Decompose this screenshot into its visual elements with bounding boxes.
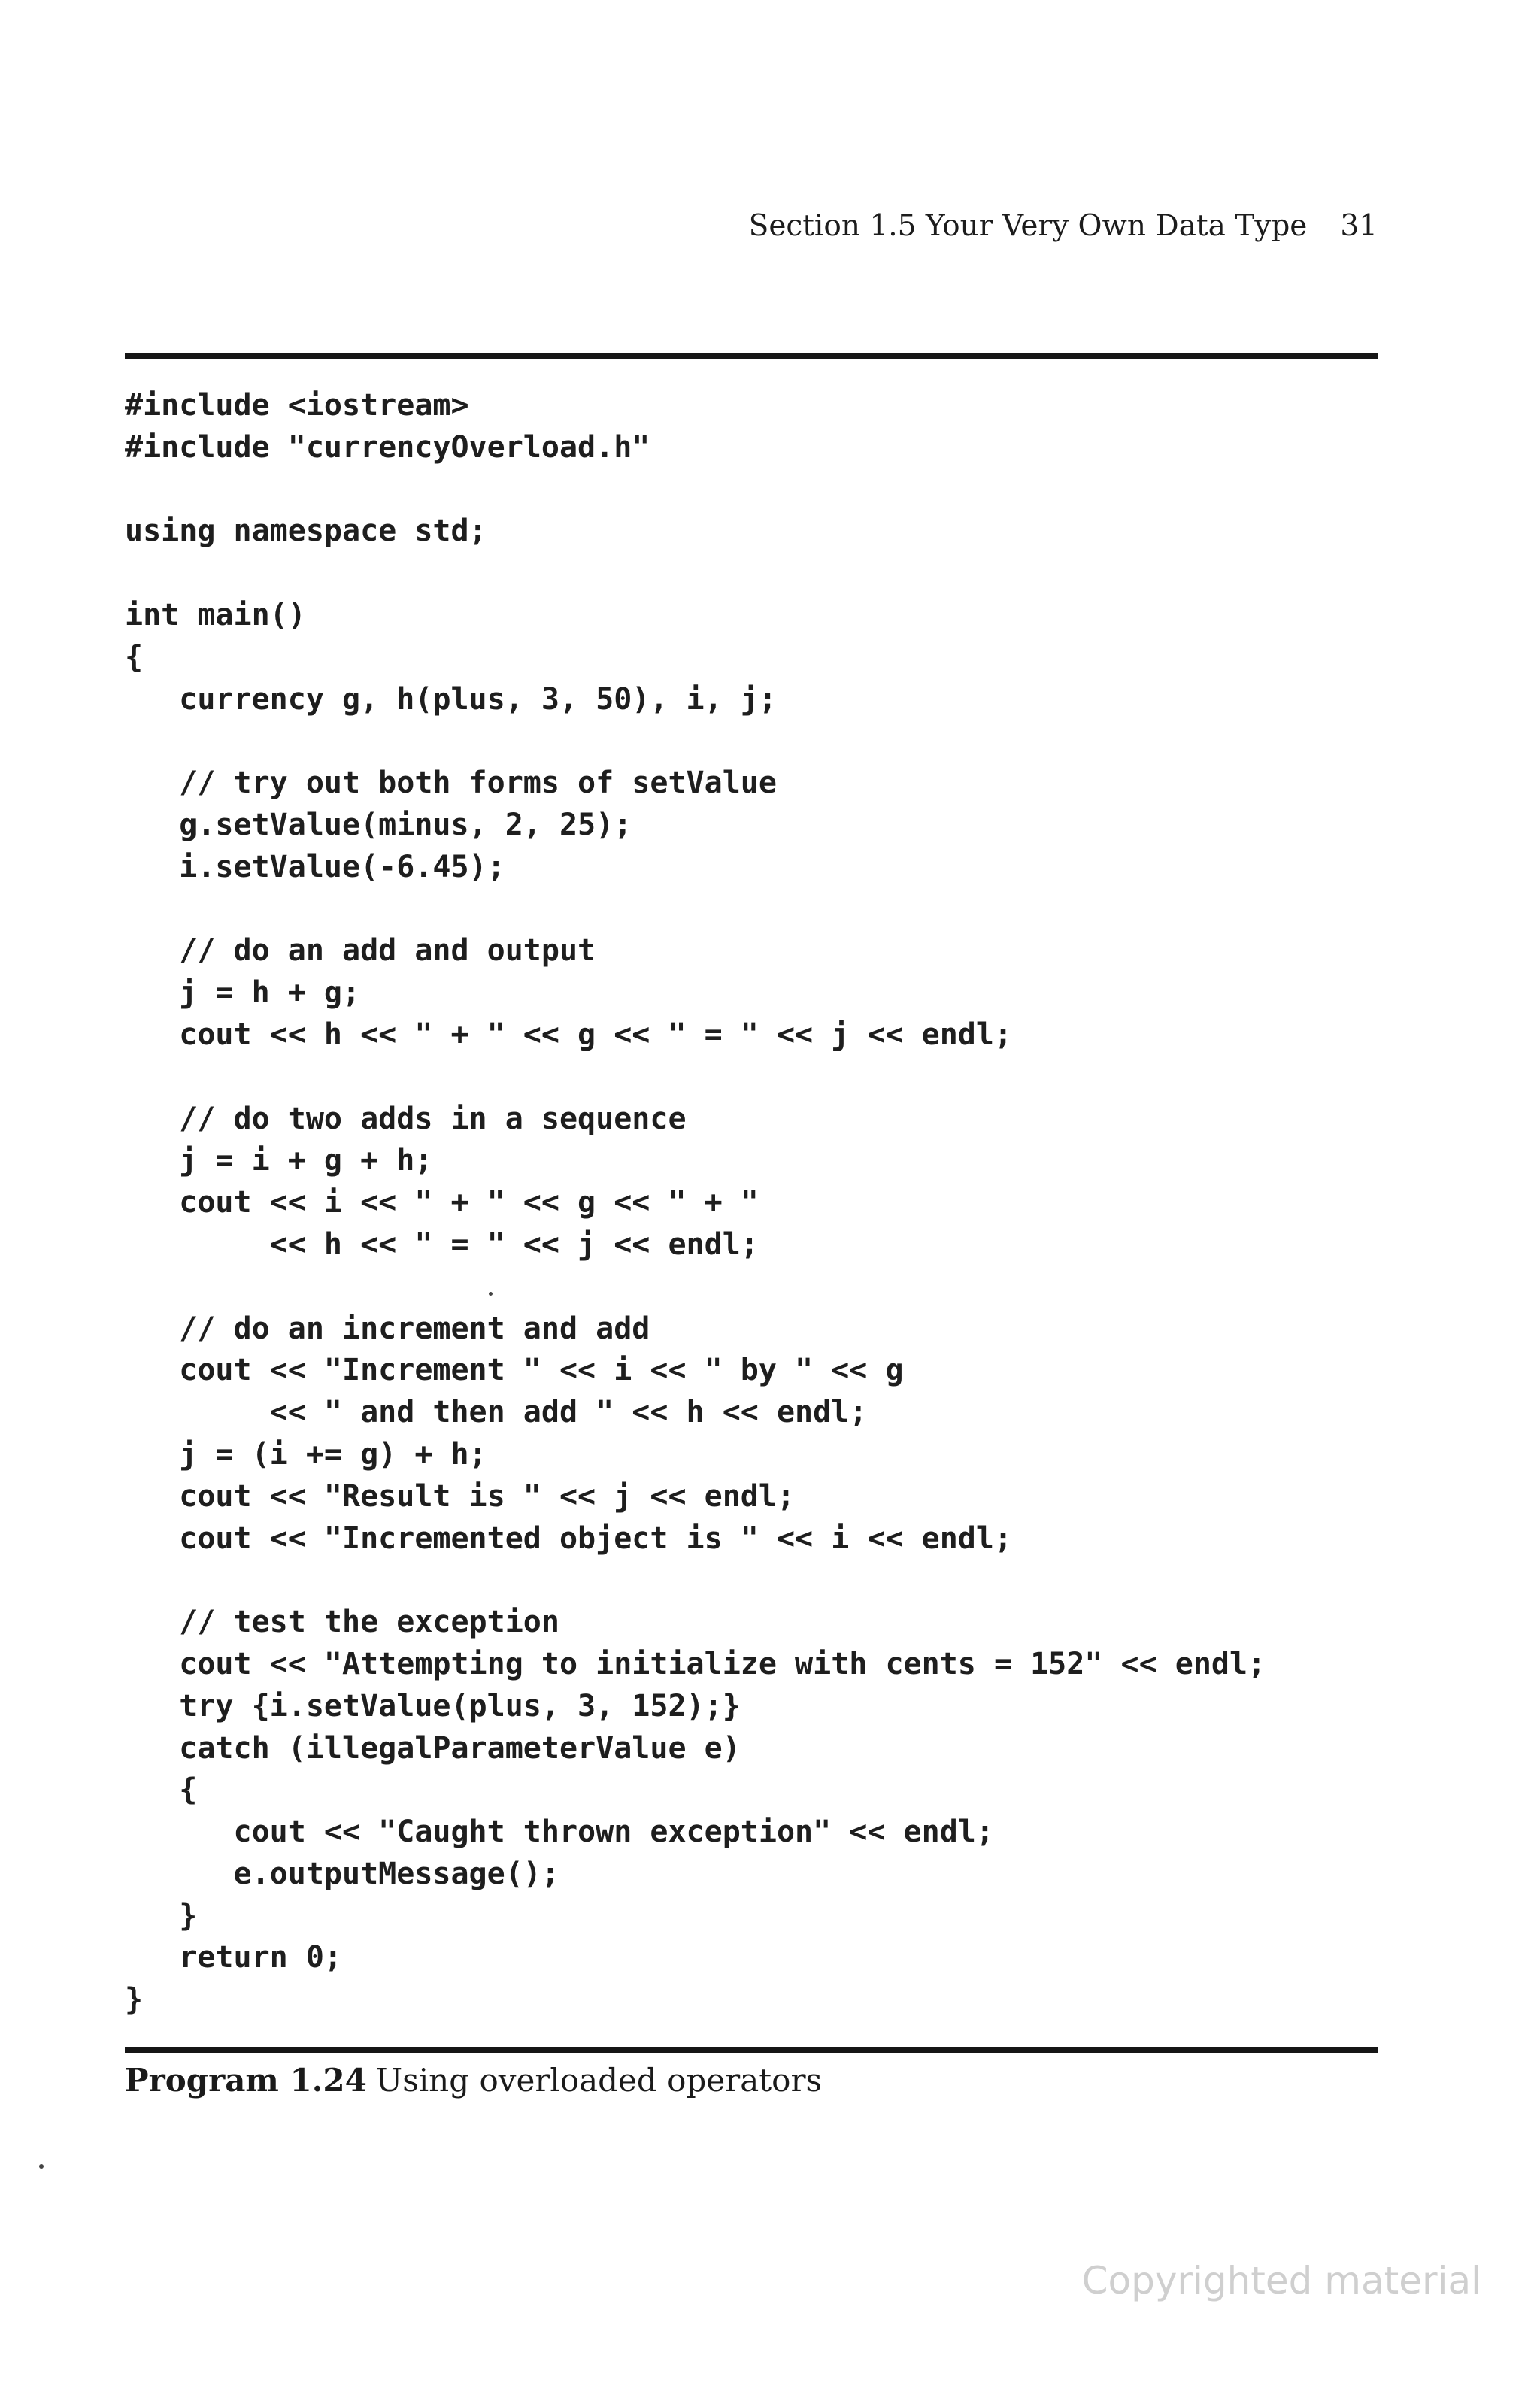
- code-line: [125, 469, 1388, 511]
- code-line: // try out both forms of setValue: [125, 766, 777, 801]
- code-line: // do an increment and add: [125, 1311, 650, 1346]
- code-line: cout << "Attempting to initialize with cents = 152" << endl;: [125, 1646, 1266, 1681]
- code-line: i.setValue(-6.45);: [125, 849, 505, 884]
- code-line: j = i + g + h;: [125, 1143, 433, 1178]
- code-line: using namespace std;: [125, 514, 487, 549]
- code-line: {: [125, 639, 144, 675]
- scan-speck: [489, 1292, 493, 1296]
- page-number: 31: [1340, 209, 1378, 243]
- code-line: [125, 1560, 1388, 1602]
- top-rule: [125, 353, 1378, 359]
- code-line: currency g, h(plus, 3, 50), i, j;: [125, 681, 777, 717]
- copyright-watermark: Copyrighted material: [1081, 2259, 1481, 2303]
- section-title: Section 1.5 Your Very Own Data Type: [748, 209, 1308, 243]
- code-line: [125, 553, 1388, 595]
- code-line: [125, 1266, 1388, 1308]
- code-line: cout << "Result is " << j << endl;: [125, 1478, 796, 1514]
- code-line: {: [125, 1772, 198, 1808]
- code-line: // do two adds in a sequence: [125, 1101, 687, 1136]
- scan-speck: [39, 2164, 44, 2169]
- code-line: g.setValue(minus, 2, 25);: [125, 807, 632, 842]
- code-line: e.outputMessage();: [125, 1856, 559, 1891]
- code-line: cout << h << " + " << g << " = " << j << endl;: [125, 1017, 1013, 1052]
- bottom-rule: [125, 2047, 1378, 2053]
- running-header: [749, 209, 1378, 243]
- code-line: // do an add and output: [125, 933, 596, 969]
- code-line: try {i.setValue(plus, 3, 152);}: [125, 1688, 741, 1724]
- code-line: [125, 889, 1388, 931]
- code-line: [125, 720, 1388, 762]
- code-line: cout << "Increment " << i << " by " << g: [125, 1353, 904, 1388]
- code-line: // test the exception: [125, 1605, 559, 1640]
- code-line: }: [125, 1898, 198, 1933]
- code-line: int main(): [125, 597, 306, 632]
- code-line: }: [125, 1982, 144, 2018]
- caption-text: Using overloaded operators: [375, 2062, 823, 2099]
- code-line: cout << i << " + " << g << " + ": [125, 1185, 759, 1220]
- code-line: #include "currencyOverload.h": [125, 429, 650, 465]
- code-listing: [125, 385, 1388, 2021]
- code-line: #include <iostream>: [125, 388, 469, 423]
- code-line: j = (i += g) + h;: [125, 1436, 487, 1472]
- code-line: [125, 1057, 1388, 1099]
- code-line: cout << "Caught thrown exception" << endl;: [125, 1815, 994, 1850]
- code-line: catch (illegalParameterValue e): [125, 1730, 741, 1766]
- code-line: j = h + g;: [125, 975, 361, 1011]
- code-line: cout << "Incremented object is " << i << endl;: [125, 1520, 1013, 1556]
- code-line: << h << " = " << j << endl;: [125, 1226, 759, 1262]
- caption-label: Program 1.24: [125, 2062, 367, 2099]
- code-line: return 0;: [125, 1940, 342, 1975]
- code-line: << " and then add " << h << endl;: [125, 1395, 868, 1430]
- program-caption: [125, 2062, 822, 2099]
